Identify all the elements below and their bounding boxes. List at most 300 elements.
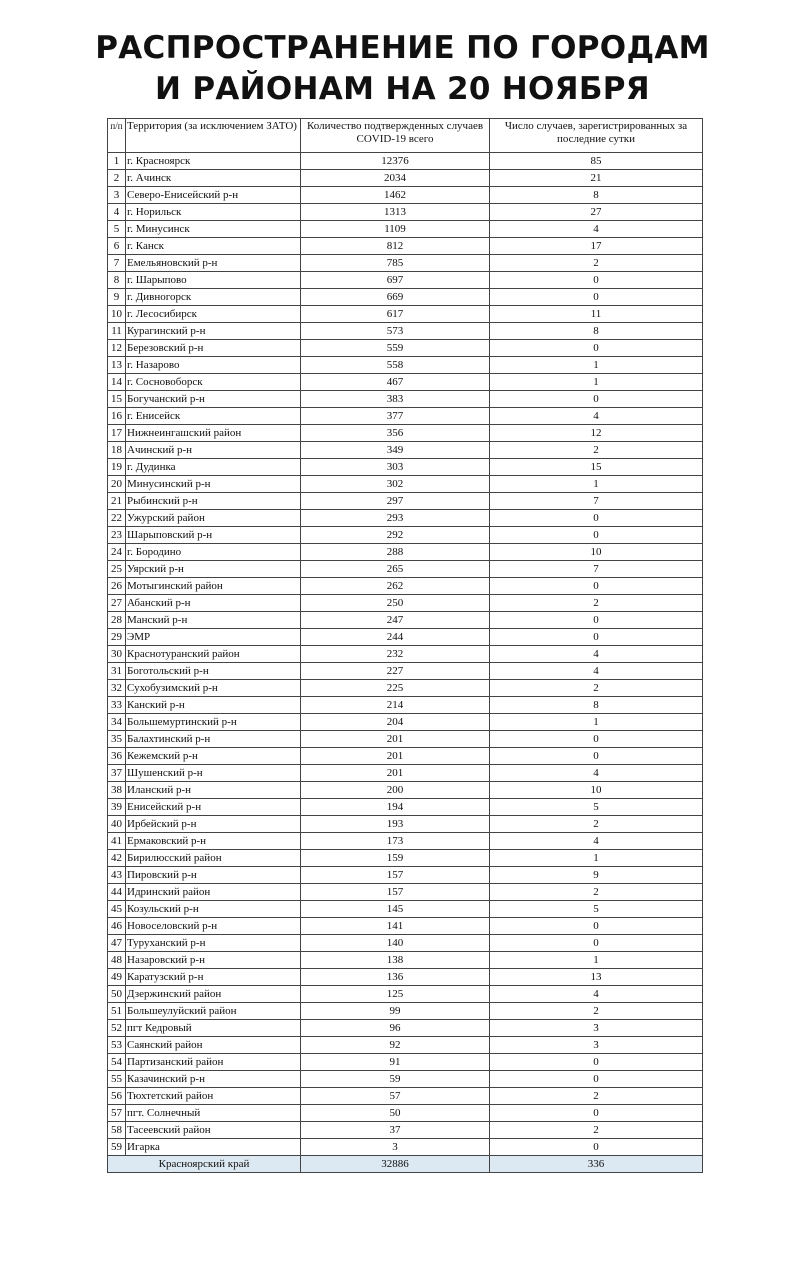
row-total-cases: 1109: [301, 221, 490, 238]
row-daily-cases: 7: [490, 561, 703, 578]
row-num: 9: [108, 289, 126, 306]
row-num: 21: [108, 493, 126, 510]
row-num: 5: [108, 221, 126, 238]
row-daily-cases: 2: [490, 884, 703, 901]
row-num: 25: [108, 561, 126, 578]
row-total-cases: 262: [301, 578, 490, 595]
table-row: [108, 221, 703, 238]
row-total-cases: 356: [301, 425, 490, 442]
row-num: 18: [108, 442, 126, 459]
row-num: 19: [108, 459, 126, 476]
table-row: [108, 408, 703, 425]
row-territory: Рыбинский р-н: [126, 493, 301, 510]
total-label: Красноярский край: [108, 1156, 301, 1173]
table-row: [108, 1088, 703, 1105]
row-territory: Емельяновский р-н: [126, 255, 301, 272]
header-territory: Территория (за исключением ЗАТО): [126, 119, 301, 153]
row-num: 38: [108, 782, 126, 799]
row-daily-cases: 1: [490, 476, 703, 493]
row-daily-cases: 0: [490, 510, 703, 527]
row-daily-cases: 2: [490, 1088, 703, 1105]
row-territory: Туруханский р-н: [126, 935, 301, 952]
title-line-2: И РАЙОНАМ НА 20 НОЯБРЯ: [155, 71, 650, 107]
page-title: [0, 28, 805, 110]
row-total-cases: 225: [301, 680, 490, 697]
row-num: 52: [108, 1020, 126, 1037]
row-total-cases: 669: [301, 289, 490, 306]
row-total-cases: 297: [301, 493, 490, 510]
row-num: 48: [108, 952, 126, 969]
row-territory: Дзержинский район: [126, 986, 301, 1003]
row-daily-cases: 1: [490, 952, 703, 969]
row-num: 16: [108, 408, 126, 425]
row-total-cases: 91: [301, 1054, 490, 1071]
table-row: [108, 1054, 703, 1071]
row-num: 27: [108, 595, 126, 612]
table-row: [108, 289, 703, 306]
table-row: [108, 986, 703, 1003]
row-total-cases: 214: [301, 697, 490, 714]
row-total-cases: 265: [301, 561, 490, 578]
row-total-cases: 293: [301, 510, 490, 527]
row-daily-cases: 10: [490, 782, 703, 799]
row-territory: Назаровский р-н: [126, 952, 301, 969]
row-total-cases: 57: [301, 1088, 490, 1105]
row-total-cases: 201: [301, 748, 490, 765]
row-territory: г. Минусинск: [126, 221, 301, 238]
row-daily-cases: 0: [490, 340, 703, 357]
row-daily-cases: 11: [490, 306, 703, 323]
row-territory: г. Назарово: [126, 357, 301, 374]
table-row: [108, 187, 703, 204]
table-row: [108, 306, 703, 323]
row-territory: Игарка: [126, 1139, 301, 1156]
row-num: 58: [108, 1122, 126, 1139]
row-total-cases: 288: [301, 544, 490, 561]
table-row: [108, 1020, 703, 1037]
row-territory: Канский р-н: [126, 697, 301, 714]
table-row: [108, 544, 703, 561]
row-num: 29: [108, 629, 126, 646]
row-total-cases: 617: [301, 306, 490, 323]
row-num: 40: [108, 816, 126, 833]
row-daily-cases: 15: [490, 459, 703, 476]
row-total-cases: 59: [301, 1071, 490, 1088]
row-territory: Абанский р-н: [126, 595, 301, 612]
title-line-1: РАСПРОСТРАНЕНИЕ ПО ГОРОДАМ: [95, 30, 710, 66]
table-row: [108, 1003, 703, 1020]
row-territory: Кежемский р-н: [126, 748, 301, 765]
row-daily-cases: 0: [490, 527, 703, 544]
row-total-cases: 99: [301, 1003, 490, 1020]
row-num: 47: [108, 935, 126, 952]
row-total-cases: 292: [301, 527, 490, 544]
row-territory: г. Ачинск: [126, 170, 301, 187]
row-daily-cases: 0: [490, 289, 703, 306]
row-territory: Казачинский р-н: [126, 1071, 301, 1088]
row-territory: Северо-Енисейский р-н: [126, 187, 301, 204]
row-num: 17: [108, 425, 126, 442]
row-daily-cases: 1: [490, 357, 703, 374]
row-territory: г. Дивногорск: [126, 289, 301, 306]
row-total-cases: 227: [301, 663, 490, 680]
table-row: [108, 153, 703, 170]
row-num: 32: [108, 680, 126, 697]
row-territory: Курагинский р-н: [126, 323, 301, 340]
row-num: 3: [108, 187, 126, 204]
row-daily-cases: 85: [490, 153, 703, 170]
row-total-cases: 812: [301, 238, 490, 255]
row-territory: Балахтинский р-н: [126, 731, 301, 748]
row-num: 53: [108, 1037, 126, 1054]
table-row: [108, 1105, 703, 1122]
row-territory: Нижнеингашский район: [126, 425, 301, 442]
row-daily-cases: 2: [490, 816, 703, 833]
row-daily-cases: 4: [490, 221, 703, 238]
row-daily-cases: 0: [490, 731, 703, 748]
row-daily-cases: 12: [490, 425, 703, 442]
row-total-cases: 467: [301, 374, 490, 391]
table-row: [108, 340, 703, 357]
row-num: 1: [108, 153, 126, 170]
row-territory: Саянский район: [126, 1037, 301, 1054]
header-daily-cases: Число случаев, зарегистрированных за последние сутки: [490, 119, 703, 153]
table-row: [108, 901, 703, 918]
row-territory: Шарыповский р-н: [126, 527, 301, 544]
row-territory: Партизанский район: [126, 1054, 301, 1071]
row-territory: Боготольский р-н: [126, 663, 301, 680]
row-territory: Козульский р-н: [126, 901, 301, 918]
row-territory: Уярский р-н: [126, 561, 301, 578]
table-row: [108, 799, 703, 816]
row-territory: ЭМР: [126, 629, 301, 646]
row-daily-cases: 2: [490, 442, 703, 459]
row-territory: г. Бородино: [126, 544, 301, 561]
table-row: [108, 578, 703, 595]
row-num: 51: [108, 1003, 126, 1020]
table-row: [108, 816, 703, 833]
row-num: 12: [108, 340, 126, 357]
row-daily-cases: 3: [490, 1020, 703, 1037]
row-daily-cases: 8: [490, 187, 703, 204]
row-territory: Манский р-н: [126, 612, 301, 629]
row-territory: Идринский район: [126, 884, 301, 901]
row-total-cases: 2034: [301, 170, 490, 187]
table-row: [108, 476, 703, 493]
row-total-cases: 201: [301, 765, 490, 782]
row-daily-cases: 4: [490, 833, 703, 850]
table-row: [108, 765, 703, 782]
cases-table: [107, 118, 703, 1173]
row-territory: г. Шарыпово: [126, 272, 301, 289]
table-body: [108, 153, 703, 1156]
row-daily-cases: 17: [490, 238, 703, 255]
table-row: [108, 357, 703, 374]
row-territory: Тюхтетский район: [126, 1088, 301, 1105]
table-row: [108, 782, 703, 799]
row-total-cases: 3: [301, 1139, 490, 1156]
row-territory: пгт Кедровый: [126, 1020, 301, 1037]
row-territory: Бирилюсский район: [126, 850, 301, 867]
row-territory: Минусинский р-н: [126, 476, 301, 493]
table-row: [108, 272, 703, 289]
row-daily-cases: 0: [490, 1105, 703, 1122]
row-daily-cases: 2: [490, 1003, 703, 1020]
row-total-cases: 302: [301, 476, 490, 493]
table-row: [108, 714, 703, 731]
table-header-row: [108, 119, 703, 153]
row-territory: Краснотуранский район: [126, 646, 301, 663]
row-num: 49: [108, 969, 126, 986]
row-total-cases: 232: [301, 646, 490, 663]
row-territory: Мотыгинский район: [126, 578, 301, 595]
row-territory: г. Сосновоборск: [126, 374, 301, 391]
row-territory: Ачинский р-н: [126, 442, 301, 459]
table-row: [108, 1037, 703, 1054]
row-daily-cases: 0: [490, 1071, 703, 1088]
table-row: [108, 238, 703, 255]
row-num: 24: [108, 544, 126, 561]
table-row: [108, 748, 703, 765]
row-daily-cases: 21: [490, 170, 703, 187]
row-num: 45: [108, 901, 126, 918]
row-daily-cases: 4: [490, 986, 703, 1003]
row-total-cases: 559: [301, 340, 490, 357]
row-total-cases: 140: [301, 935, 490, 952]
row-total-cases: 194: [301, 799, 490, 816]
table-row: [108, 510, 703, 527]
row-daily-cases: 1: [490, 714, 703, 731]
row-total-cases: 136: [301, 969, 490, 986]
row-daily-cases: 8: [490, 323, 703, 340]
row-total-cases: 558: [301, 357, 490, 374]
row-daily-cases: 0: [490, 578, 703, 595]
row-territory: г. Дудинка: [126, 459, 301, 476]
table-row: [108, 918, 703, 935]
row-daily-cases: 9: [490, 867, 703, 884]
row-num: 37: [108, 765, 126, 782]
row-total-cases: 1462: [301, 187, 490, 204]
table-row: [108, 952, 703, 969]
row-total-cases: 303: [301, 459, 490, 476]
row-num: 10: [108, 306, 126, 323]
row-total-cases: 244: [301, 629, 490, 646]
row-num: 33: [108, 697, 126, 714]
row-territory: Большемуртинский р-н: [126, 714, 301, 731]
table-row: [108, 935, 703, 952]
row-territory: г. Канск: [126, 238, 301, 255]
row-daily-cases: 0: [490, 918, 703, 935]
row-total-cases: 201: [301, 731, 490, 748]
row-total-cases: 173: [301, 833, 490, 850]
row-num: 43: [108, 867, 126, 884]
row-daily-cases: 1: [490, 374, 703, 391]
row-total-cases: 785: [301, 255, 490, 272]
row-total-cases: 159: [301, 850, 490, 867]
table-total-row: [108, 1156, 703, 1173]
table-row: [108, 493, 703, 510]
header-num: п/п: [108, 119, 126, 153]
table-row: [108, 833, 703, 850]
header-total-cases: Количество подтвержденных случаев COVID-19 всего: [301, 119, 490, 153]
row-total-cases: 125: [301, 986, 490, 1003]
row-total-cases: 92: [301, 1037, 490, 1054]
row-daily-cases: 4: [490, 646, 703, 663]
row-num: 15: [108, 391, 126, 408]
row-daily-cases: 4: [490, 408, 703, 425]
row-total-cases: 250: [301, 595, 490, 612]
row-territory: Новоселовский р-н: [126, 918, 301, 935]
row-total-cases: 383: [301, 391, 490, 408]
table-row: [108, 612, 703, 629]
row-total-cases: 573: [301, 323, 490, 340]
row-daily-cases: 2: [490, 1122, 703, 1139]
table-row: [108, 646, 703, 663]
row-daily-cases: 0: [490, 391, 703, 408]
row-num: 54: [108, 1054, 126, 1071]
row-num: 13: [108, 357, 126, 374]
row-daily-cases: 7: [490, 493, 703, 510]
row-daily-cases: 4: [490, 663, 703, 680]
table-row: [108, 1139, 703, 1156]
row-num: 55: [108, 1071, 126, 1088]
row-total-cases: 141: [301, 918, 490, 935]
row-daily-cases: 0: [490, 748, 703, 765]
row-daily-cases: 10: [490, 544, 703, 561]
table-row: [108, 867, 703, 884]
row-num: 56: [108, 1088, 126, 1105]
row-total-cases: 1313: [301, 204, 490, 221]
row-territory: Шушенский р-н: [126, 765, 301, 782]
row-territory: Большеулуйский район: [126, 1003, 301, 1020]
table-row: [108, 527, 703, 544]
table-row: [108, 697, 703, 714]
row-num: 46: [108, 918, 126, 935]
row-num: 7: [108, 255, 126, 272]
row-num: 8: [108, 272, 126, 289]
table-row: [108, 969, 703, 986]
row-territory: пгт. Солнечный: [126, 1105, 301, 1122]
row-num: 31: [108, 663, 126, 680]
row-num: 42: [108, 850, 126, 867]
table-row: [108, 595, 703, 612]
row-daily-cases: 8: [490, 697, 703, 714]
row-territory: Ужурский район: [126, 510, 301, 527]
row-daily-cases: 5: [490, 901, 703, 918]
row-territory: г. Норильск: [126, 204, 301, 221]
row-num: 4: [108, 204, 126, 221]
row-territory: г. Енисейск: [126, 408, 301, 425]
row-territory: Ирбейский р-н: [126, 816, 301, 833]
row-daily-cases: 2: [490, 680, 703, 697]
row-num: 50: [108, 986, 126, 1003]
row-total-cases: 145: [301, 901, 490, 918]
table-row: [108, 629, 703, 646]
row-num: 39: [108, 799, 126, 816]
row-total-cases: 138: [301, 952, 490, 969]
row-daily-cases: 1: [490, 850, 703, 867]
row-num: 57: [108, 1105, 126, 1122]
row-num: 44: [108, 884, 126, 901]
row-total-cases: 349: [301, 442, 490, 459]
row-daily-cases: 2: [490, 255, 703, 272]
row-daily-cases: 4: [490, 765, 703, 782]
row-daily-cases: 0: [490, 935, 703, 952]
row-territory: Березовский р-н: [126, 340, 301, 357]
row-territory: г. Лесосибирск: [126, 306, 301, 323]
row-territory: Сухобузимский р-н: [126, 680, 301, 697]
row-daily-cases: 0: [490, 629, 703, 646]
row-total-cases: 12376: [301, 153, 490, 170]
table-row: [108, 204, 703, 221]
row-total-cases: 96: [301, 1020, 490, 1037]
row-total-cases: 157: [301, 867, 490, 884]
row-num: 22: [108, 510, 126, 527]
table-row: [108, 1071, 703, 1088]
row-territory: Тасеевский район: [126, 1122, 301, 1139]
row-territory: г. Красноярск: [126, 153, 301, 170]
table-row: [108, 459, 703, 476]
row-num: 28: [108, 612, 126, 629]
row-total-cases: 37: [301, 1122, 490, 1139]
row-total-cases: 157: [301, 884, 490, 901]
row-daily-cases: 2: [490, 595, 703, 612]
row-num: 2: [108, 170, 126, 187]
table-row: [108, 442, 703, 459]
total-cases: 32886: [301, 1156, 490, 1173]
row-territory: Пировский р-н: [126, 867, 301, 884]
row-daily-cases: 0: [490, 272, 703, 289]
row-num: 11: [108, 323, 126, 340]
row-daily-cases: 0: [490, 612, 703, 629]
row-territory: Каратузский р-н: [126, 969, 301, 986]
row-num: 30: [108, 646, 126, 663]
table-row: [108, 374, 703, 391]
table-row: [108, 323, 703, 340]
table-row: [108, 255, 703, 272]
row-num: 20: [108, 476, 126, 493]
row-total-cases: 247: [301, 612, 490, 629]
row-territory: Енисейский р-н: [126, 799, 301, 816]
row-num: 59: [108, 1139, 126, 1156]
row-num: 35: [108, 731, 126, 748]
row-territory: Богучанский р-н: [126, 391, 301, 408]
table-row: [108, 561, 703, 578]
row-num: 23: [108, 527, 126, 544]
table-row: [108, 170, 703, 187]
table-row: [108, 680, 703, 697]
row-num: 14: [108, 374, 126, 391]
table-row: [108, 731, 703, 748]
row-daily-cases: 3: [490, 1037, 703, 1054]
row-total-cases: 193: [301, 816, 490, 833]
row-daily-cases: 0: [490, 1054, 703, 1071]
table-row: [108, 425, 703, 442]
row-daily-cases: 5: [490, 799, 703, 816]
row-num: 26: [108, 578, 126, 595]
row-num: 6: [108, 238, 126, 255]
row-num: 36: [108, 748, 126, 765]
row-num: 34: [108, 714, 126, 731]
row-num: 41: [108, 833, 126, 850]
table-row: [108, 391, 703, 408]
table-row: [108, 663, 703, 680]
row-territory: Иланский р-н: [126, 782, 301, 799]
row-total-cases: 377: [301, 408, 490, 425]
row-total-cases: 200: [301, 782, 490, 799]
row-total-cases: 697: [301, 272, 490, 289]
row-daily-cases: 0: [490, 1139, 703, 1156]
